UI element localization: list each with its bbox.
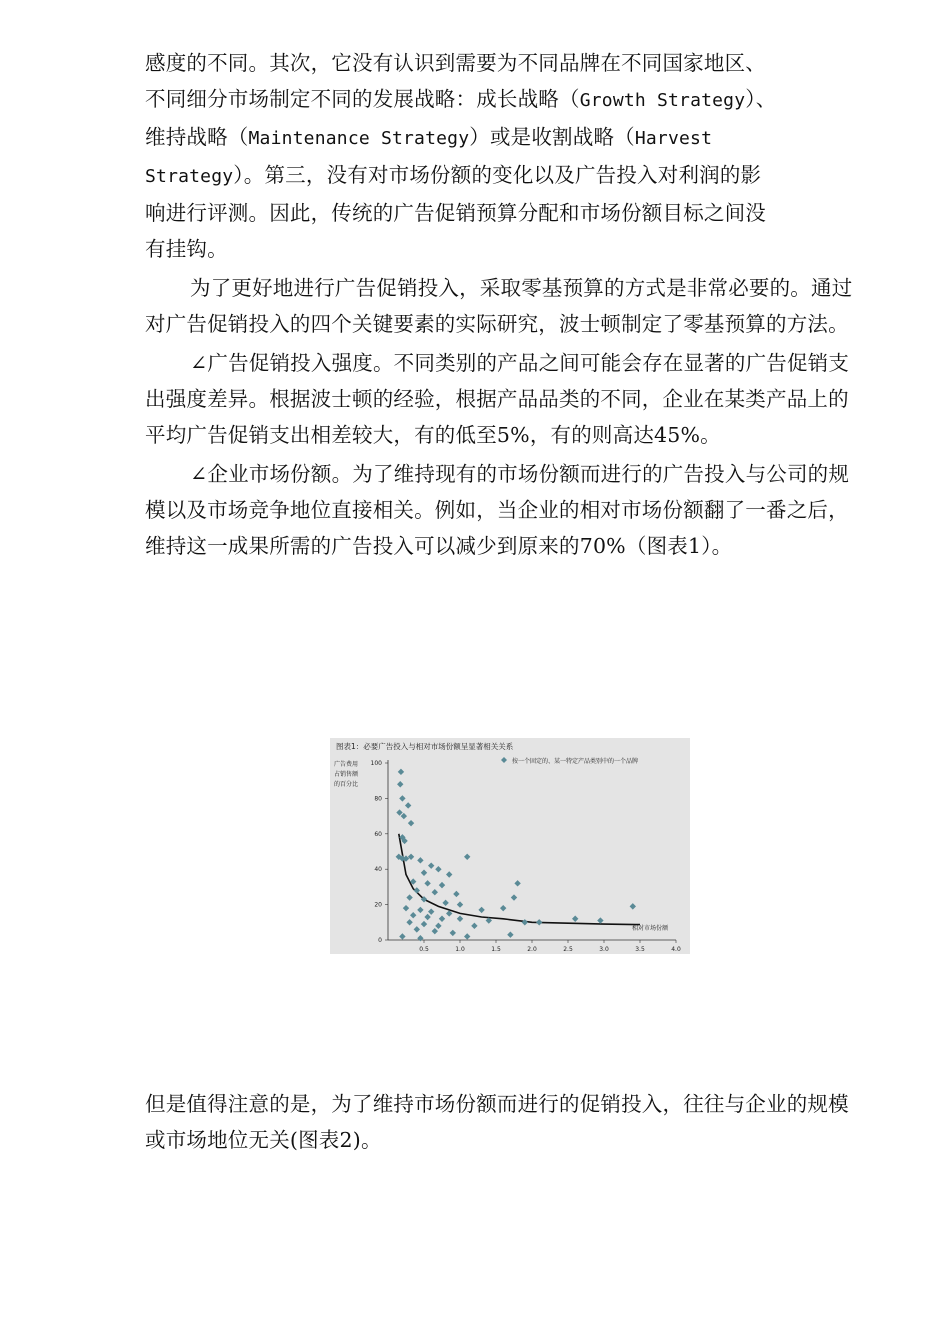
p1-line-4b: ）。第三，没有对市场份额的变化以及广告投入对利润的影 [233,163,762,187]
scatter-point [453,891,459,897]
scatter-point [417,935,423,941]
scatter-point [597,917,603,923]
scatter-point [397,781,403,787]
scatter-point [457,901,463,907]
p1-line-3a: 维持战略（ [145,125,249,149]
paragraph-2: 为了更好地进行广告促销投入，采取零基预算的方式是非常必要的。通过对广告促销投入的四个关键要素的实际研究，波士顿制定了零基预算的方法。 [145,276,853,336]
paragraph-4: ∠企业市场份额。为了维持现有的市场份额而进行的广告投入与公司的规模以及市场竞争地位直接相关。例如，当企业的相对市场份额翻了一番之后，维持这一成果所需的广告投入可以减少到原来的70%（图表1）。 [145,462,850,558]
p1-line-2a: 不同细分市场制定不同的发展战略：成长战略（ [145,87,580,111]
scatter-point [406,894,412,900]
paragraph-1 [145,45,865,267]
scatter-point [572,916,578,922]
x-tick-label: 0.5 [419,946,429,953]
scatter-point [428,862,434,868]
scatter-point [401,813,407,819]
scatter-point [439,916,445,922]
scatter-point [403,905,409,911]
p1-line-6: 有挂钩。 [145,237,228,261]
p1-line-5: 响进行评测。因此，传统的广告促销预算分配和市场份额目标之间没 [145,201,766,225]
p1-line-2c: ）、 [745,87,777,111]
scatter-point [514,880,520,886]
chart-figure-1 [330,738,690,954]
scatter-point [442,900,448,906]
legend-label: 按一个固定的、某一特定产品类别中的一个品牌 [512,758,639,765]
scatter-point [428,908,434,914]
scatter-point [478,907,484,913]
y-axis-label-1: 广告费用 [334,761,359,768]
paragraph-after-figure [145,1086,865,1161]
y-tick-label: 0 [378,937,382,944]
scatter-point [450,930,456,936]
scatter-point [421,921,427,927]
y-axis-label-3: 的百分比 [334,781,359,788]
x-tick-label: 2.5 [563,946,573,953]
x-tick-label: 1.5 [491,946,501,953]
x-tick-label: 4.0 [671,946,681,953]
scatter-point [399,795,405,801]
scatter-point [522,919,528,925]
x-axis-label: 相对市场份额 [632,925,669,932]
scatter-point [500,905,506,911]
scatter-point [432,928,438,934]
scatter-point [399,933,405,939]
scatter-point [511,894,517,900]
scatter-point [414,926,420,932]
maintenance-strategy-term: Maintenance Strategy [248,128,470,149]
scatter-point [446,871,452,877]
chart-title: 图表1：必要广告投入与相对市场份额呈显著相关关系 [336,742,514,751]
scatter-point [424,880,430,886]
scatter-point [408,820,414,826]
paragraph-3: ∠广告促销投入强度。不同类别的产品之间可能会存在显著的广告促销支出强度差异。根据波士顿的经验，根据产品品类的不同，企业在某类产品上的平均广告促销支出相差较大，有的低至5%，有的则高达45%。 [145,351,850,447]
scatter-point [408,854,414,860]
y-tick-label: 20 [374,901,382,909]
scatter-point [414,887,420,893]
scatter-point [396,809,402,815]
x-tick-label: 1.0 [455,946,465,953]
scatter-point [421,870,427,876]
x-tick-label: 2.0 [527,946,537,953]
scatter-point [630,903,636,909]
scatter-point [435,923,441,929]
x-tick-label: 3.0 [599,946,609,953]
scatter-point [464,854,470,860]
scatter-point [471,923,477,929]
p1-line-3c: ）或是收割战略（ [469,125,635,149]
scatter-point [405,802,411,808]
scatter-point [507,931,513,937]
scatter-point [398,769,404,775]
scatter-chart [330,738,690,954]
scatter-point [435,866,441,872]
paragraph-continued [145,45,865,567]
y-tick-label: 100 [370,760,382,767]
y-tick-label: 60 [374,830,382,838]
scatter-point [417,907,423,913]
x-tick-label: 3.5 [635,946,645,953]
scatter-point [424,914,430,920]
p1-line-1: 感度的不同。其次，它没有认识到需要为不同品牌在不同国家地区、 [145,51,766,75]
scatter-point [536,919,542,925]
scatter-point [464,933,470,939]
scatter-point [417,857,423,863]
scatter-point [406,919,412,925]
y-tick-label: 80 [374,795,382,803]
paragraph-5: 但是值得注意的是，为了维持市场份额而进行的促销投入，往往与企业的规模或市场地位无关(图表2)。 [145,1092,849,1152]
scatter-point [432,889,438,895]
scatter-point [457,916,463,922]
trend-line [399,834,640,925]
scatter-point [439,882,445,888]
legend-marker [501,757,507,763]
scatter-point [410,912,416,918]
strategy-term: Strategy [145,166,234,187]
harvest-term: Harvest [634,128,713,149]
y-tick-label: 40 [374,866,382,874]
y-axis-label-2: 占销售额 [334,771,359,778]
growth-strategy-term: Growth Strategy [579,90,746,111]
